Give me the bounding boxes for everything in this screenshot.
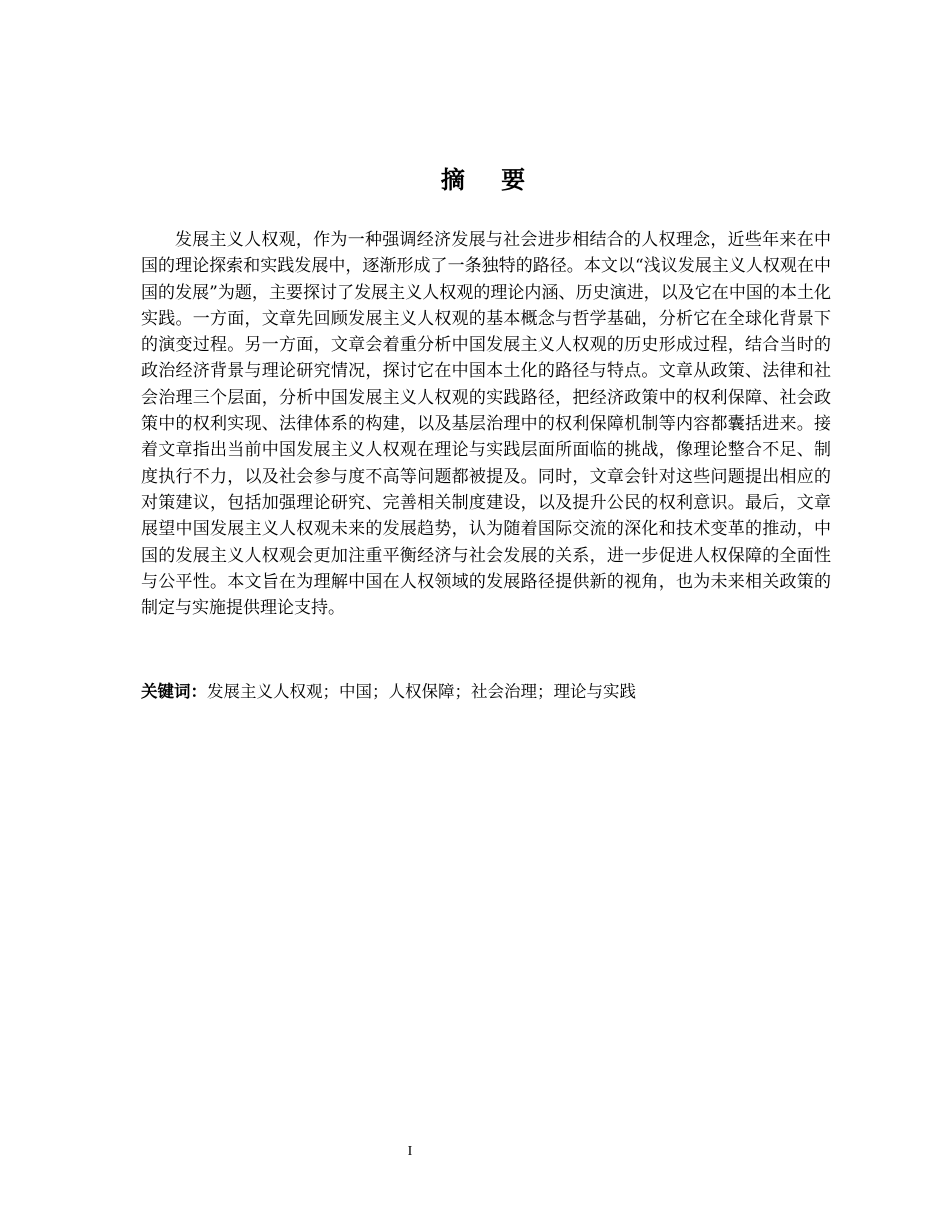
abstract-paragraph: 发展主义人权观，作为一种强调经济发展与社会进步相结合的人权理念，近些年来在中国的理论探索和实践发展中，逐渐形成了一条独特的路径。本文以“浅议发展主义人权观在中国的发展”为题，主要探讨了发展主义人权观的理论内涵、历史演进，以及它在中国的本土化实践。一方面，文章先回顾发展主义人权观的基本概念与哲学基础，分析它在全球化背景下的演变过程。另一方面，文章会着重分析中国发展主义人权观的历史形成过程，结合当时的政治经济背景与理论研究情况，探讨它在中国本土化的路径与特点。文章从政策、法律和社会治理三个层面，分析中国发展主义人权观的实践路径，把经济政策中的权利保障、社会政策中的权利实现、法律体系的构建，以及基层治理中的权利保障机制等内容都囊括进来。接着文章指出当前中国发展主义人权观在理论与实践层面所面临的挑战，像理论整合不足、制度执行不力，以及社会参与度不高等问题都被提及。同时，文章会针对这些问题提出相应的对策建议，包括加强理论研究、完善相关制度建设，以及提升公民的权利意识。最后，文章展望中国发展主义人权观未来的发展趋势，认为随着国际交流的深化和技术变革的推动，中国的发展主义人权观会更加注重平衡经济与社会发展的关系，进一步促进人权保障的全面性与公平性。本文旨在为理解中国在人权领域的发展路径提供新的视角，也为未来相关政策的制定与实施提供理论支持。 — [141, 230, 831, 619]
keywords-text: 发展主义人权观；中国；人权保障；社会治理；理论与实践 — [207, 682, 636, 701]
page-number: I — [407, 1144, 413, 1159]
page-title: 摘 要 — [440, 166, 540, 194]
keywords-line — [141, 679, 831, 705]
keywords-label: 关键词： — [141, 682, 207, 701]
